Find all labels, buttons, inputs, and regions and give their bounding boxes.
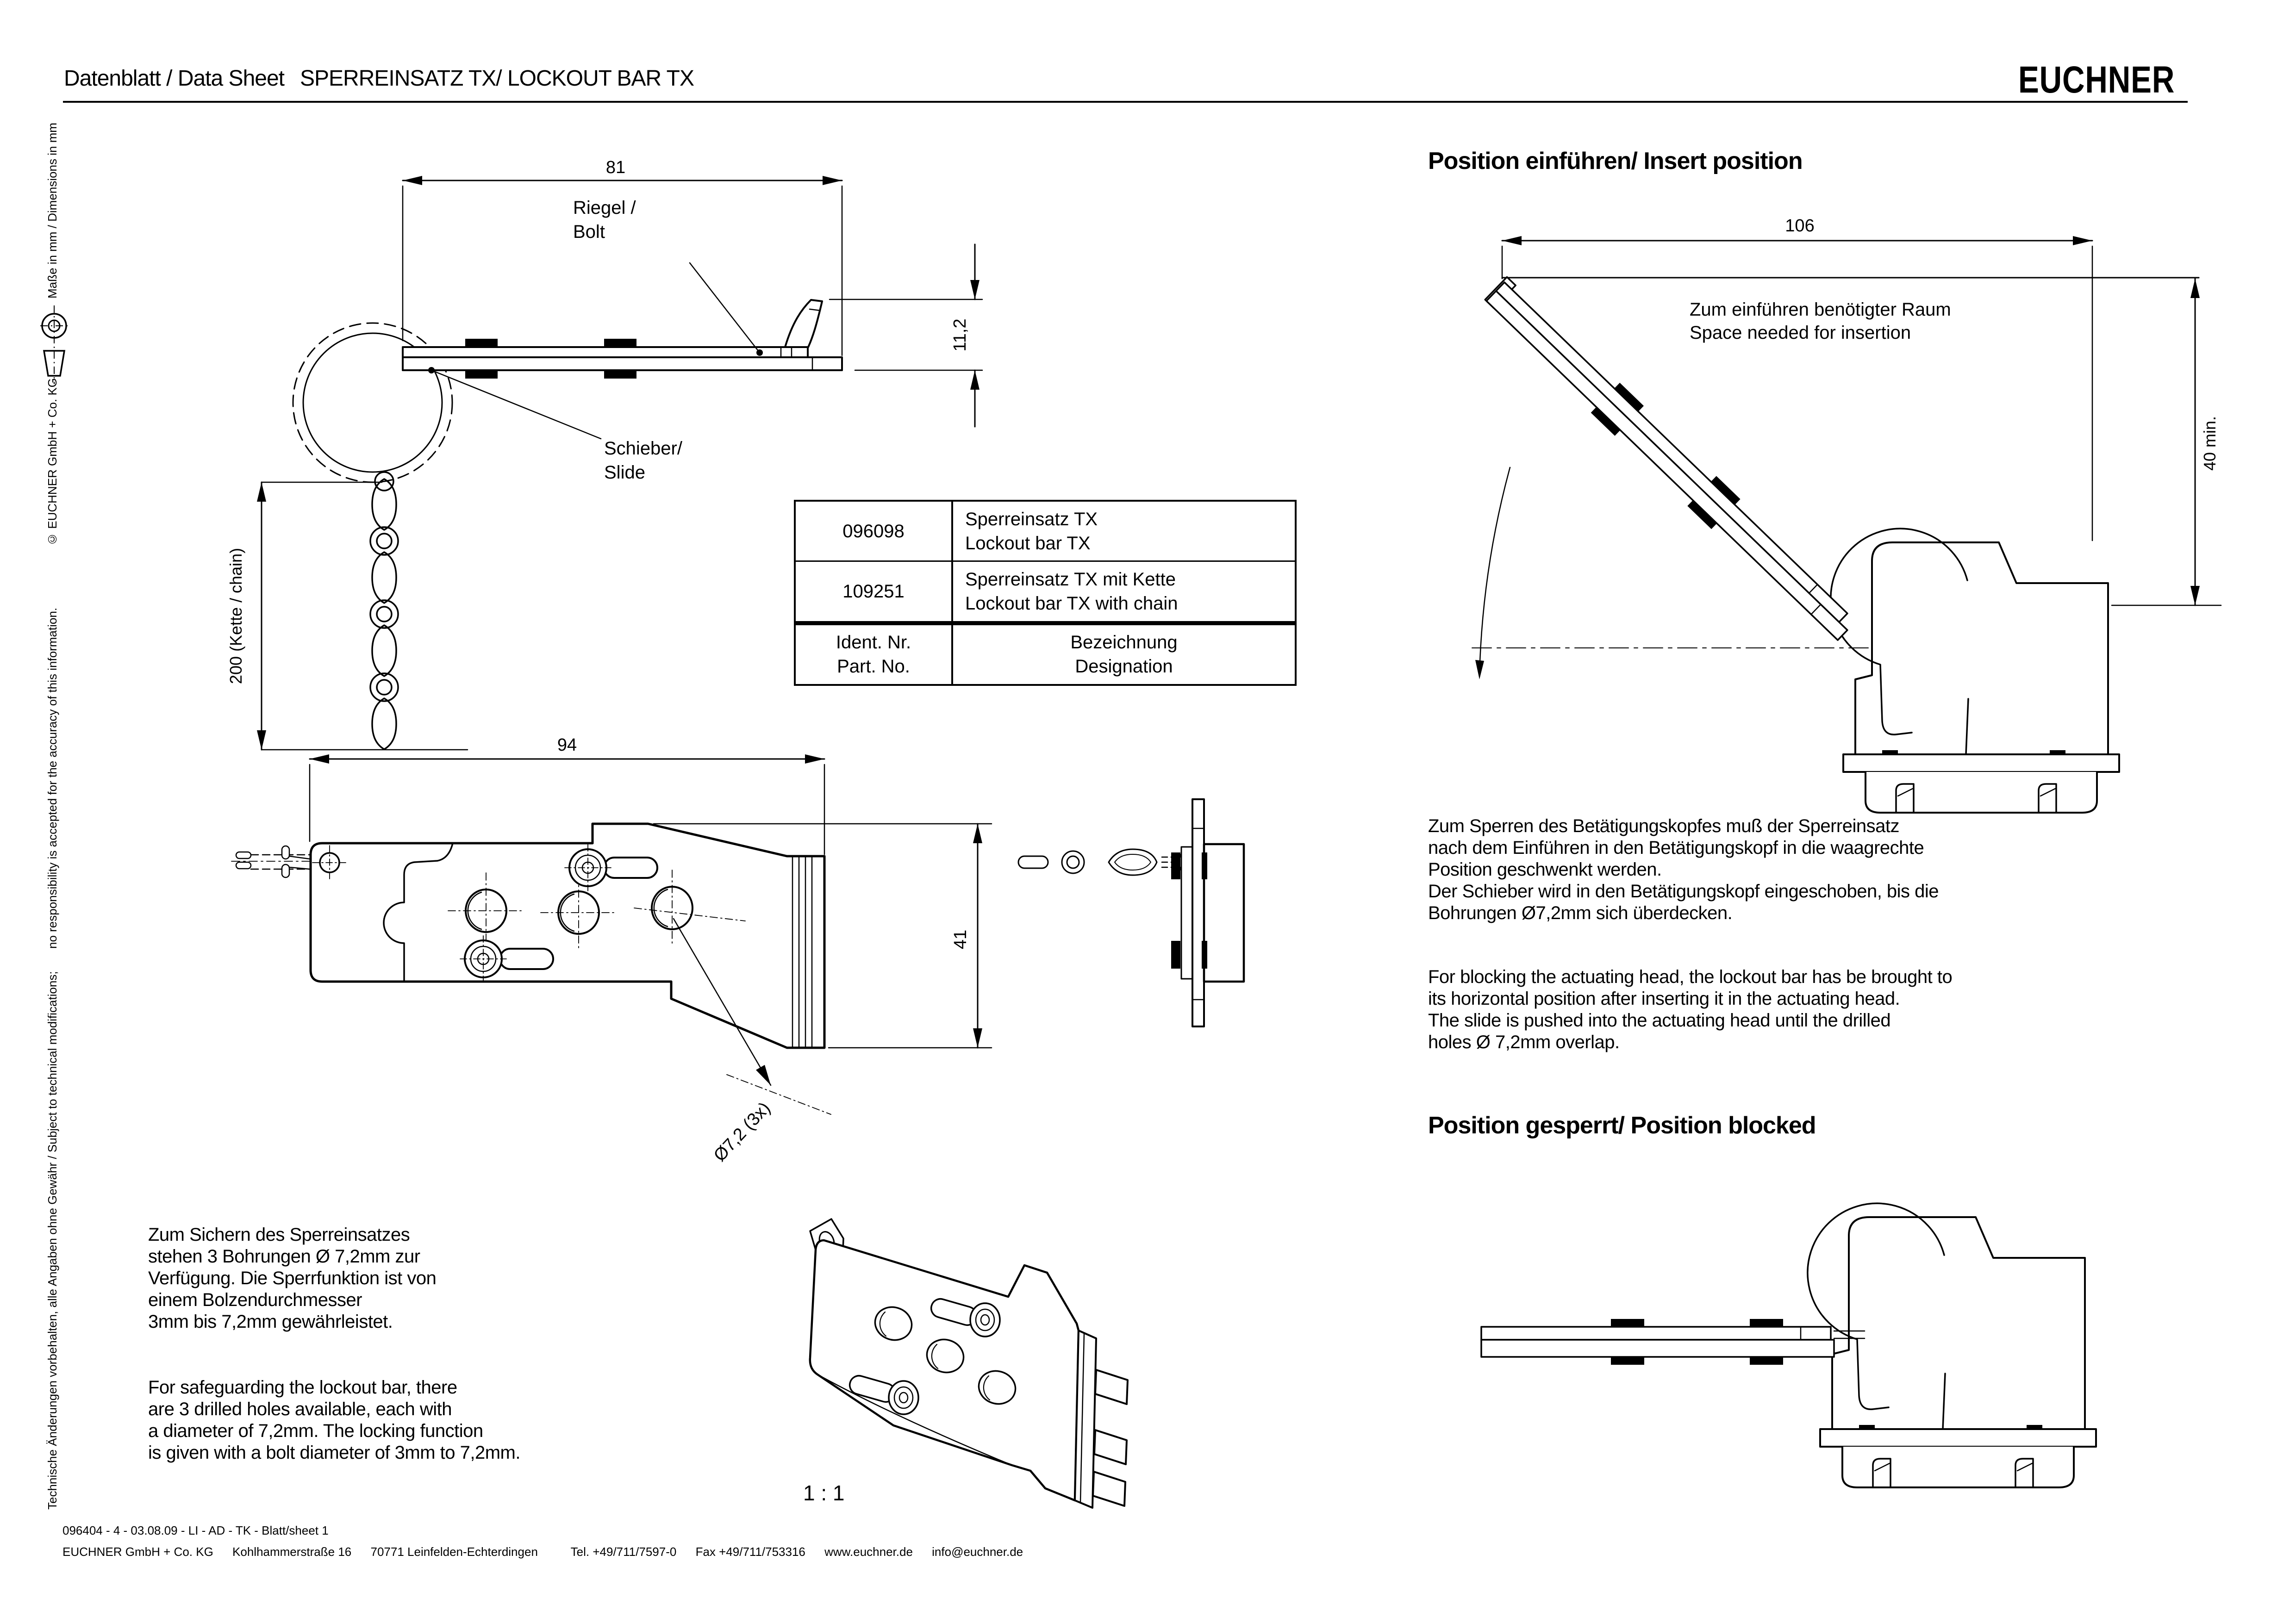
footer-web[interactable]: www.euchner.de (824, 1545, 913, 1559)
swing-arc (1479, 467, 1510, 676)
footer-city: 70771 Leinfelden-Echterdingen (370, 1545, 538, 1559)
designation-cell (953, 562, 1295, 621)
margin-copyright: © EUCHNER GmbH + Co. KG (45, 378, 59, 546)
euchner-logo: EUCHNER (2018, 59, 2175, 101)
part-no-header: Ident. Nr. Part. No. (796, 625, 953, 684)
doc-type-label: Datenblatt / Data Sheet (64, 66, 284, 91)
dim-41-text: 41 (951, 929, 970, 950)
figure-end-view (995, 764, 1338, 1088)
footer-company-line (62, 1545, 1039, 1559)
dim-81-text: 81 (605, 158, 626, 177)
footer-doc-line: 096404 - 4 - 03.08.09 - LI - AD - TK - Blatt/sheet 1 (62, 1524, 329, 1537)
margin-note-modifications: Technische Änderungen vorbehalten, alle Angaben ohne Gewähr / Subject to technical modifications; (45, 971, 59, 1510)
table-row (796, 502, 1295, 562)
product-title: SPERREINSATZ TX/ LOCKOUT BAR TX (299, 66, 694, 91)
insert-position-title: Position einführen/ Insert position (1428, 148, 1803, 174)
label-bolt: Bolt (573, 222, 605, 242)
lockout-bar-side (403, 300, 842, 370)
leader-bolt (690, 263, 763, 356)
footer-tel: Tel. +49/711/7597-0 (570, 1545, 677, 1559)
insert-note-en: Space needed for insertion (1690, 323, 1911, 343)
dim-40min-text: 40 min. (2200, 416, 2219, 471)
insert-note-de: Zum einführen benötigter Raum (1690, 299, 1951, 320)
footer-fax: Fax +49/711/753316 (695, 1545, 805, 1559)
figure-blocked-position (1458, 1194, 2152, 1546)
note-blocking-de: Zum Sperren des Betätigungskopfes muß der Sperreinsatz nach dem Einführen in den Betätigungskopf in die waagrechte Position geschwenkt werden. Der Schieber wird in den Betätigungskopf eingeschoben, bis die Bohrungen Ø7,2mm sich überdecken. (1428, 816, 1939, 923)
chain-horizontal (1018, 849, 1187, 875)
label-slide: Slide (604, 462, 645, 483)
part-no-cell: 109251 (796, 562, 953, 621)
dim-200-text: 200 (Kette / chain) (226, 547, 245, 684)
figure-top-view (208, 722, 1023, 1213)
margin-units-note: Maße in mm / Dimensions in mm (45, 123, 59, 298)
bolt-hook (785, 300, 822, 347)
designation-header: Bezeichnung Designation (1070, 632, 1178, 677)
bar-edge-view (1181, 799, 1244, 1026)
header-rule (63, 101, 2188, 103)
actuating-head (1831, 529, 2119, 813)
footer-company: EUCHNER GmbH + Co. KG (62, 1545, 213, 1559)
label-schieber: Schieber/ (604, 438, 682, 459)
table-header-row (796, 625, 1295, 684)
dim-11-2-text: 11,2 (950, 318, 970, 352)
actuating-head (1808, 1203, 2096, 1487)
iso-cap (1075, 1331, 1128, 1508)
note-safeguard-en: For safeguarding the lockout bar, there are 3 drilled holes available, each with a diameter of 7,2mm. The locking function is given with a bolt diameter of 3mm to 7,2mm. (148, 1377, 520, 1463)
figure-insert-position (1458, 194, 2236, 842)
scale-label: 1 : 1 (803, 1481, 845, 1505)
designation-de: Sperreinsatz TX (965, 509, 1098, 529)
margin-note-responsibility: no responsibility is accepted for the accuracy of this information. (45, 607, 59, 949)
lockout-bar-horizontal (1481, 1319, 1865, 1365)
part-number-table (794, 500, 1297, 686)
dim-94-text: 94 (557, 735, 577, 755)
leader-slide (428, 367, 601, 439)
table-row (796, 562, 1295, 625)
dim-holes-text: Ø7,2 (3x) (710, 1098, 774, 1166)
page-header (64, 66, 694, 91)
figure-isometric (755, 1171, 1199, 1546)
first-angle-projection-icon (39, 302, 69, 388)
dim-106-text: 106 (1785, 216, 1815, 236)
note-blocking-en: For blocking the actuating head, the lockout bar has be brought to its horizontal position after inserting it in the actuating head. The slide is pushed into the actuating head until the drilled holes Ø 7,2mm overlap. (1428, 967, 1953, 1052)
footer-email[interactable]: info@euchner.de (932, 1545, 1023, 1559)
designation-de: Sperreinsatz TX mit Kette (965, 569, 1176, 590)
note-safeguard-de: Zum Sichern des Sperreinsatzes stehen 3 Bohrungen Ø 7,2mm zur Verfügung. Die Sperrfunktion ist von einem Bolzendurchmesser 3mm bis 7,2mm gewährleistet. (148, 1225, 437, 1332)
label-riegel: Riegel / (573, 198, 636, 218)
part-no-cell: 096098 (796, 502, 953, 560)
chain (370, 472, 398, 749)
footer-street: Kohlhammerstraße 16 (232, 1545, 352, 1559)
designation-en: Lockout bar TX (965, 533, 1091, 553)
dim-200-chain (257, 482, 468, 750)
dim-94 (310, 754, 824, 854)
blocked-position-title: Position gesperrt/ Position blocked (1428, 1112, 1816, 1139)
designation-en: Lockout bar TX with chain (965, 593, 1178, 614)
designation-cell (953, 502, 1295, 560)
